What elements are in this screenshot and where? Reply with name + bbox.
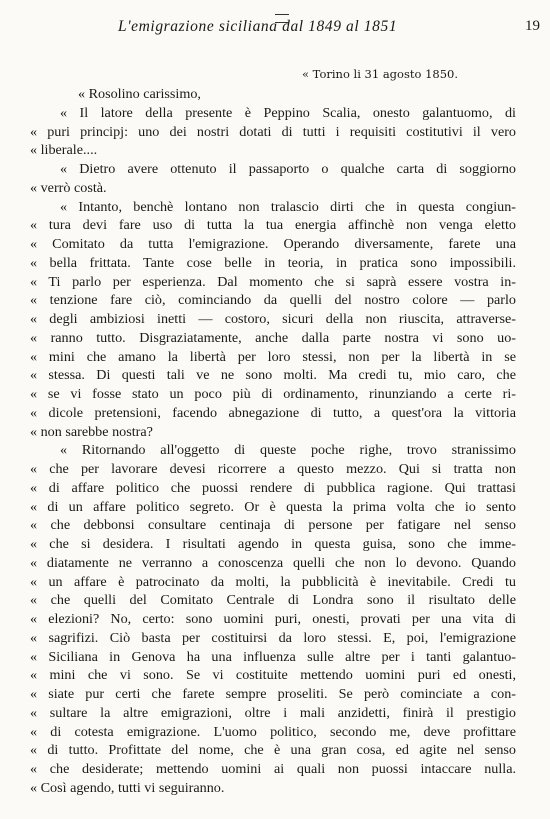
letter-date-line: « Torino li 31 agosto 1850. [301,67,458,81]
page-header [40,14,540,38]
text-line: « mini che amano la libertà per loro stessi, non per la libertà in se [30,348,516,365]
text-line: « che si desidera. I risultati agendo in questa guisa, sono che imme- [30,536,516,552]
running-title: L'emigrazione siciliana dal 1849 al 1851 [118,18,398,35]
text-line: « non sarebbe nostra? [30,423,153,440]
text-line: « mini che vi sono. Se vi costituite mettendo uomini puri ed onesti, [30,667,516,684]
text-line: « di cotesta emigrazione. L'uomo politico, secondo me, deve profittare [30,723,516,740]
text-line: « Ti parlo per esperienza. Dal momento che si saprà essere vostra in- [30,273,516,290]
text-line: « che quelli del Comitato Centrale di Londra sono il risultato delle [30,592,516,609]
text-line: « Ritornando all'oggetto di queste poche righe, trovo stranissimo [60,442,516,459]
text-line: « di affare politico che puossi rendere di pubblica ragione. Qui trattasi [30,479,516,496]
text-line: « dicole pretensioni, facendo abnegazione di tutto, a quest'ora la vittoria [30,404,516,421]
letter-body [30,85,516,798]
text-line: « puri principj: uno dei nostri dotati di tutti i requisiti costitutivi il vero [30,123,516,140]
text-line: « Intanto, benchè lontano non tralascio dirti che in questa congiun- [60,198,516,215]
text-line: « sagrifizi. Ciò basta per costituirsi da loro stessi. E, poi, l'emigrazione [30,629,516,646]
text-line: « tenzione fare ciò, cominciando da quelli del nostro colore — parlo [30,292,516,309]
text-line: « che debbonsi consultare centinaja di persone per fatigare nel senso [30,517,516,534]
text-line: « liberale.... [30,142,98,159]
text-line: « Così agendo, tutti vi seguiranno. [30,779,225,796]
text-line: « tura devi fare uso di tutta la tua energia affinchè non venga eletto [30,217,516,234]
text-line: « di un affare politico segreto. Or è questa la prima volta che io sento [30,498,516,515]
salutation-line: « Rosolino carissimo, [78,86,201,102]
text-line: « sultare la altre emigrazioni, oltre i mali anzidetti, finirà il prestigio [30,704,516,721]
text-line: « Il latore della presente è Peppino Scalia, onesto galantuomo, di [60,104,516,121]
text-line: « ranno tutto. Disgraziatamente, anche dalla parte nostra vi sono uo- [30,329,516,346]
text-line: « di tutto. Profittate del nome, che è una gran cosa, ed agite nel senso [30,742,516,759]
text-line: « Siciliana in Genova ha una influenza sulle altre per i tanti galantuo- [30,648,516,665]
text-line: « se vi fosse stato un poco più di ordinamento, rinunziando a certe ri- [30,386,516,402]
page-number: 19 [525,18,540,34]
text-line: « bella frittata. Tante cose belle in teoria, in pratica sono impossibili. [30,254,516,271]
text-line: « elezioni? No, certo: sono uomini puri, onesti, provati per una vita di [30,611,516,627]
text-line: « verrò costà. [30,179,107,196]
text-line: « Comitato da tutta l'emigrazione. Operando diversamente, farete una [30,236,516,252]
text-line: « che per lavorare devesi ricorrere a questo mezzo. Qui si tratta non [30,461,516,477]
text-line: « Dietro avere ottenuto il passaporto o qualche carta di soggiorno [60,161,516,177]
text-line: « un affare è patrocinato da molti, la pubblicità è inevitabile. Credi tu [30,573,516,590]
text-line: « che desiderate; mettendo uomini ai quali non puossi intaccare nulla. [30,761,516,777]
text-line: « diatamente ne verranno a conoscenza quelli che non lo devono. Quando [30,554,516,571]
text-line: « stessa. Di questi tali ve ne sono molti. Ma credi tu, mio caro, che [30,367,516,384]
text-line: « siate pur certi che farete sempre proseliti. Se però cominciate a con- [30,686,516,702]
text-line: « degli ambiziosi inetti — costoro, sicuri della non riuscita, attraverse- [30,311,516,327]
